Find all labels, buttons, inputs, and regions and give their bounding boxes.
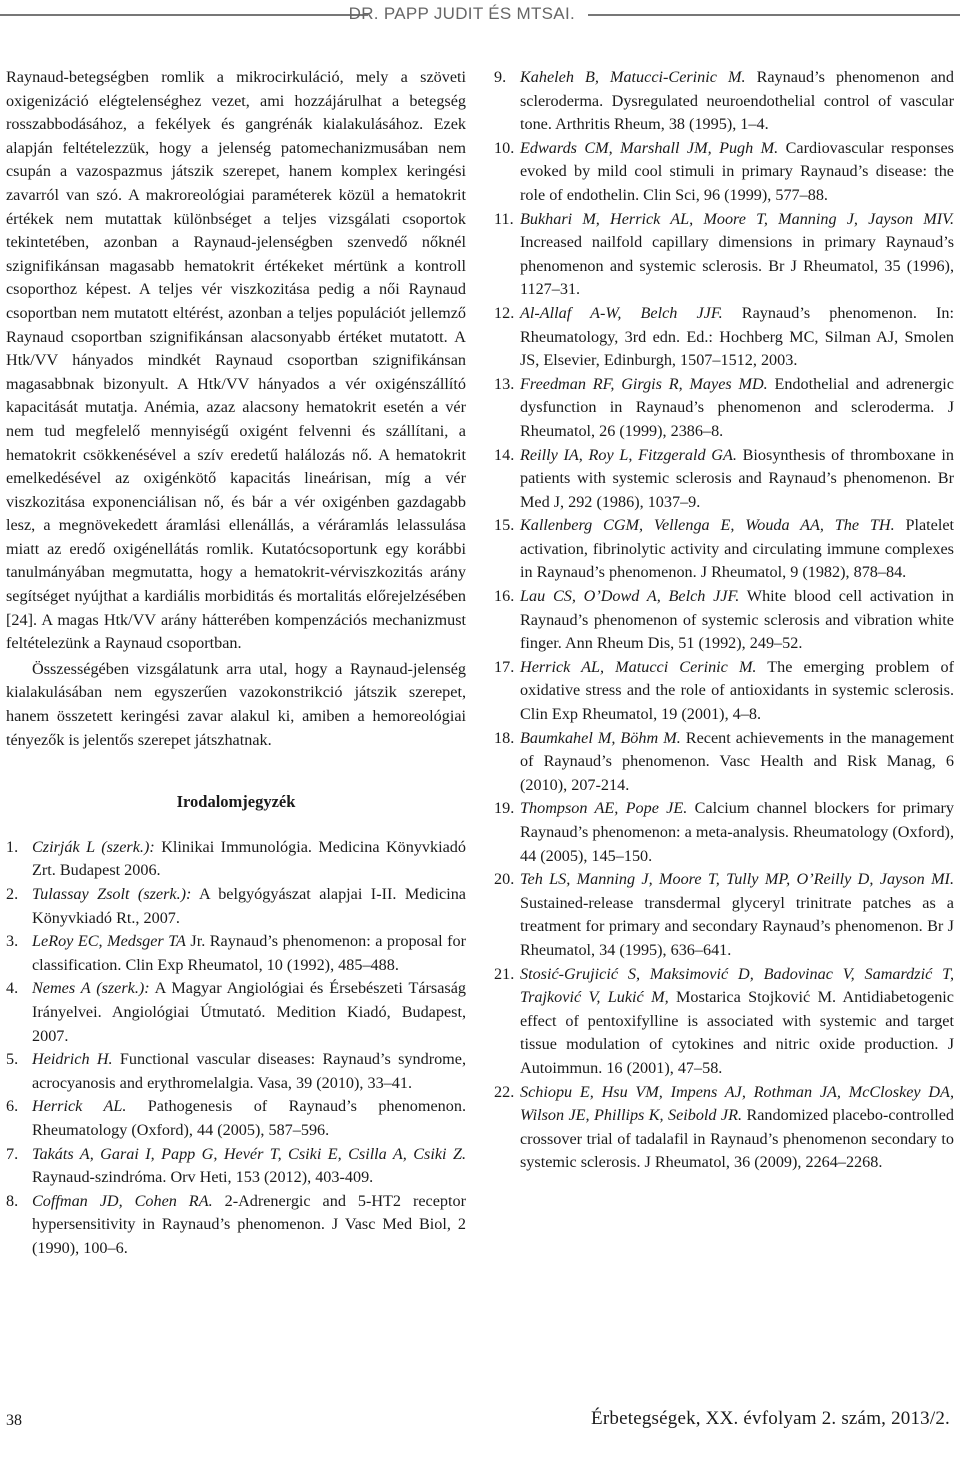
- reference-number: 13.: [494, 374, 515, 393]
- reference-authors: Coffman JD, Cohen RA.: [32, 1191, 213, 1210]
- reference-text: Recent achievements in the management of Raynaud’s phenomenon. Vasc Health and Risk Manag, 6 (2010), 207-214.: [520, 728, 954, 794]
- reference-authors: Herrick AL.: [32, 1097, 127, 1116]
- reference-body: [520, 797, 954, 868]
- reference-item: [494, 66, 954, 137]
- reference-text: Biosynthesis of thromboxane in patients with systemic sclerosis and Raynaud’s phenomenon. Br Med J, 292 (1986), 1037–9.: [520, 445, 954, 511]
- reference-body: [520, 514, 954, 585]
- reference-text: Increased nailfold capillary dimensions in primary Raynaud’s phenomenon and systemic sclerosis. Br J Rheumatol, 35 (1996), 1127–31.: [520, 233, 954, 299]
- reference-authors: Bukhari M, Herrick AL, Moore T, Manning J, Jayson MIV.: [520, 209, 954, 228]
- reference-number: 11.: [494, 209, 514, 228]
- header-rule-right: [588, 14, 960, 16]
- reference-number: 6.: [6, 1097, 19, 1116]
- reference-authors: Kaheleh B, Matucci-Cerinic M.: [520, 68, 746, 86]
- body-paragraph-1: Raynaud-betegségben romlik a mikrocirkuláció, mely a szöveti oxigenizáció elégtelenséghez vezet, ami hozzájárulhat a betegség rosszabbodásához, a fekélyek és gangrénák kialakulásához. Ezek alapján feltételezzük, hogy a jelenség patomechanizmusában nem csupán a vazospazmus játszik szerepet, hanem komplex keringési zavarról van szó. A makroreológiai paraméterek közül a hematokrit értékek nem mutattak különbséget a teljes vizsgálati csoportok tekintetében, azonban a Raynaud-jelenségben szenvedő nőknél szignifikánsan magasabb hematokrit értékeket mértünk a kontroll csoporthoz képest. A teljes vér viszkozitása pedig a női Raynaud csoportban nem mutatott eltérést, azonban a teljes populációt jellemző Raynaud csoportban szignifikánsan alacsonyabb értéket mutatott. A Htk/VV hányados mindkét Raynaud csoportban szignifikánsan magasabbnak bizonyult. A Htk/VV hányados a vér oxigénszállító kapacitását mutatja. Anémia, azaz alacsony hematokrit esetén a vér nem tud megfelelő mennyiségű oxigént felvenni és szállítani, a hematokrit csökkenésével a szív eredetű halálozás nő. A hematokrit emelkedésével az oxigénkötő kapacitás lineárisan, míg a vér viszkozitása exponenciálisan nő, és bár a vér oxigénben gazdagabb lesz, a megnövekedett áramlási ellenállás, a véráramlás lelassulása miatt az eredő oxigénellátás romlik. Kutatócsoportunk egy korábbi tanulmányában megmutatta, hogy a hematokrit-vérviszkozitás arány segítséget nyújthat a kardiális morbiditás és mortalitás előrejelzésében [24]. A magas Htk/VV arány hátterében kompenzációs mechanizmust feltételezünk a Raynaud csoportban.: [6, 68, 466, 653]
- reference-body: [520, 137, 954, 208]
- reference-number: 15.: [494, 516, 515, 535]
- reference-number: 3.: [6, 932, 19, 951]
- reference-authors: Baumkahel M, Böhm M.: [520, 728, 681, 747]
- references-list-left: [6, 836, 466, 1261]
- reference-number: 9.: [494, 68, 507, 86]
- reference-text: A belgyógyászat alapjai I-II. Medicina Könyvkiadó Rt., 2007.: [32, 885, 466, 927]
- reference-text: The emerging problem of oxidative stress and the role of antioxidants in systemic sclerosis. Clin Exp Rheumatol, 19 (2001), 4–8.: [520, 657, 954, 724]
- reference-item: [6, 1048, 466, 1095]
- reference-authors: Freedman RF, Girgis R, Mayes MD.: [520, 374, 768, 393]
- reference-item: [494, 656, 954, 727]
- reference-body: [32, 883, 466, 930]
- references-heading: Irodalomjegyzék: [176, 792, 296, 812]
- reference-text: 2-Adrenergic and 5-HT2 receptor hypersensitivity in Raynaud’s phenomenon. J Vasc Med Biol, 2 (1990), 100–6.: [32, 1191, 466, 1257]
- reference-authors: Czirják L (szerk.):: [32, 837, 155, 856]
- reference-body: [520, 373, 954, 444]
- references-list-right: [494, 66, 954, 1175]
- reference-number: 12.: [494, 303, 515, 322]
- page-number: 38: [6, 1412, 22, 1429]
- reference-item: [6, 883, 466, 930]
- reference-text: Calcium channel blockers for primary Raynaud’s phenomenon: a meta-analysis. Rheumatology (Oxford), 44 (2005), 145–150.: [520, 799, 954, 865]
- reference-number: 19.: [494, 799, 515, 818]
- reference-body: [32, 1143, 466, 1190]
- reference-body: [32, 1095, 466, 1142]
- reference-number: 7.: [6, 1144, 19, 1163]
- reference-body: [520, 302, 954, 373]
- reference-body: [32, 836, 466, 883]
- reference-body: [32, 1190, 466, 1261]
- reference-text: Mostarica Stojković M. Antidiabetogenic effect of pentoxifylline is associated with systemic and target tissue modulation of cytokines and nitric oxide production. J Autoimmun. 16 (2001), 47–58.: [520, 988, 954, 1077]
- reference-item: [494, 963, 954, 1081]
- reference-item: [6, 1190, 466, 1261]
- reference-body: [32, 930, 466, 977]
- reference-text: A Magyar Angiológiai és Érsebészeti Társaság Irányelvei. Angiológiai Útmutató. Medition Kiadó, Budapest, 2007.: [32, 979, 466, 1045]
- reference-body: [520, 963, 954, 1081]
- reference-item: [6, 836, 466, 883]
- reference-number: 14.: [494, 445, 515, 464]
- reference-number: 22.: [494, 1082, 515, 1101]
- reference-number: 18.: [494, 728, 515, 747]
- reference-body: [520, 727, 954, 798]
- reference-number: 20.: [494, 870, 515, 889]
- reference-text: Raynaud’s phenomenon and scleroderma. Dysregulated neuroendothelial control of vascular tone. Arthritis Rheum, 38 (1995), 1–4.: [520, 68, 954, 134]
- reference-item: [494, 585, 954, 656]
- reference-body: [32, 977, 466, 1048]
- running-header: [0, 0, 960, 34]
- reference-authors: Reilly IA, Roy L, Fitzgerald GA.: [520, 445, 737, 464]
- reference-text: Randomized placebo-controlled crossover trial of tadalafil in Raynaud’s phenomenon secondary to systemic sclerosis. J Rheumatol, 36 (2009), 2264–2268.: [520, 1106, 954, 1172]
- reference-authors: Tulassay Zsolt (szerk.):: [32, 885, 192, 903]
- reference-item: [6, 1095, 466, 1142]
- reference-item: [494, 727, 954, 798]
- reference-body: [520, 66, 954, 137]
- reference-item: [494, 868, 954, 962]
- reference-body: [520, 656, 954, 727]
- reference-text: Platelet activation, fibrinolytic activity and circulating immune complexes in Raynaud’s phenomenon. J Rheumatol, 9 (1982), 878–84.: [520, 516, 954, 582]
- reference-body: [520, 868, 954, 962]
- reference-text: White blood cell activation in Raynaud’s phenomenon of systemic sclerosis and vibration white finger. Ann Rheum Dis, 51 (1992), 249–52.: [520, 587, 954, 653]
- reference-authors: Edwards CM, Marshall JM, Pugh M.: [520, 138, 779, 157]
- reference-text: Cardiovascular responses evoked by mild cool stimuli in primary Raynaud’s disease: the role of endothelin. Clin Sci, 96 (1999), 577–88.: [520, 138, 954, 204]
- reference-item: [494, 208, 954, 302]
- reference-text: Klinikai Immunológia. Medicina Könyvkiadó Zrt. Budapest 2006.: [32, 837, 466, 880]
- reference-text: Endothelial and adrenergic dysfunction in Raynaud’s phenomenon and scleroderma. J Rheumatol, 26 (1999), 2386–8.: [520, 374, 954, 440]
- left-column: [6, 66, 466, 1261]
- reference-authors: Heidrich H.: [32, 1050, 113, 1069]
- reference-number: 5.: [6, 1050, 19, 1069]
- reference-item: [494, 1081, 954, 1175]
- reference-body: [520, 208, 954, 302]
- reference-authors: Kallenberg CGM, Vellenga E, Wouda AA, The TH.: [520, 516, 895, 535]
- reference-item: [6, 1143, 466, 1190]
- reference-item: [494, 514, 954, 585]
- reference-authors: Thompson AE, Pope JE.: [520, 799, 688, 818]
- reference-text: Functional vascular diseases: Raynaud’s syndrome, acrocyanosis and erythromelalgia. Vasa, 39 (2010), 33–41.: [32, 1050, 466, 1092]
- reference-authors: Lau CS, O’Dowd A, Belch JJF.: [520, 587, 740, 606]
- journal-footer: Érbetegségek, XX. évfolyam 2. szám, 2013/2.: [591, 1408, 950, 1429]
- reference-body: [520, 585, 954, 656]
- reference-authors: Nemes A (szerk.):: [32, 979, 150, 998]
- reference-item: [494, 373, 954, 444]
- reference-item: [6, 977, 466, 1048]
- reference-item: [494, 797, 954, 868]
- reference-item: [494, 302, 954, 373]
- reference-number: 16.: [494, 587, 515, 606]
- reference-number: 4.: [6, 979, 19, 998]
- reference-authors: LeRoy EC, Medsger TA: [32, 932, 186, 951]
- header-rule-left: [0, 14, 368, 16]
- running-head-text: DR. PAPP JUDIT ÉS MTSAI.: [348, 4, 575, 23]
- reference-body: [520, 444, 954, 515]
- reference-number: 2.: [6, 885, 19, 903]
- reference-number: 10.: [494, 138, 515, 157]
- reference-authors: Herrick AL, Matucci Cerinic M.: [520, 657, 757, 676]
- reference-item: [6, 930, 466, 977]
- reference-text: Jr. Raynaud’s phenomenon: a proposal for classification. Clin Exp Rheumatol, 10 (1992), 485–488.: [32, 932, 466, 974]
- reference-authors: Al-Allaf A-W, Belch JJF.: [520, 303, 723, 322]
- reference-item: [494, 137, 954, 208]
- reference-text: Pathogenesis of Raynaud’s phenomenon. Rheumatology (Oxford), 44 (2005), 587–596.: [32, 1097, 466, 1139]
- reference-number: 1.: [6, 837, 19, 856]
- reference-number: 17.: [494, 657, 515, 676]
- reference-item: [494, 444, 954, 515]
- reference-authors: Takáts A, Garai I, Papp G, Hevér T, Csiki E, Csilla A, Csiki Z.: [32, 1144, 466, 1163]
- reference-authors: Stosić-Grujicić S, Maksimović D, Badovinac V, Samardzić T, Trajković V, Lukić M,: [520, 964, 954, 1007]
- body-paragraph-2: Összességében vizsgálatunk arra utal, hogy a Raynaud-jelenség kialakulásában nem egyszerűen vazokonstrikció játszik szerepet, hanem összetett keringési zavar alakul ki, amiben a hemoreológiai tényezők is jelentős szerepet játszhatnak.: [6, 659, 466, 749]
- reference-number: 8.: [6, 1191, 19, 1210]
- reference-authors: Schiopu E, Hsu VM, Impens AJ, Rothman JA, McCloskey DA, Wilson JE, Phillips K, Seibold JR.: [520, 1082, 954, 1125]
- right-column: [494, 66, 954, 1175]
- reference-number: 21.: [494, 964, 515, 983]
- reference-text: Raynaud-szindróma. Orv Heti, 153 (2012), 403-409.: [32, 1168, 374, 1187]
- reference-text: Raynaud’s phenomenon. In: Rheumatology, 3rd edn. Ed.: Hochberg MC, Silman AJ, Smolen JS, Elsevier, Edinburgh, 1507–1512, 2003.: [520, 303, 954, 370]
- reference-body: [520, 1081, 954, 1175]
- reference-text: Sustained-release transdermal glyceryl trinitrate patches as a treatment for primary and secondary Raynaud’s phenomenon. Br J Rheumatol, 34 (1995), 636–641.: [520, 893, 954, 959]
- reference-authors: Teh LS, Manning J, Moore T, Tully MP, O’Reilly D, Jayson MI.: [520, 870, 954, 889]
- reference-body: [32, 1048, 466, 1095]
